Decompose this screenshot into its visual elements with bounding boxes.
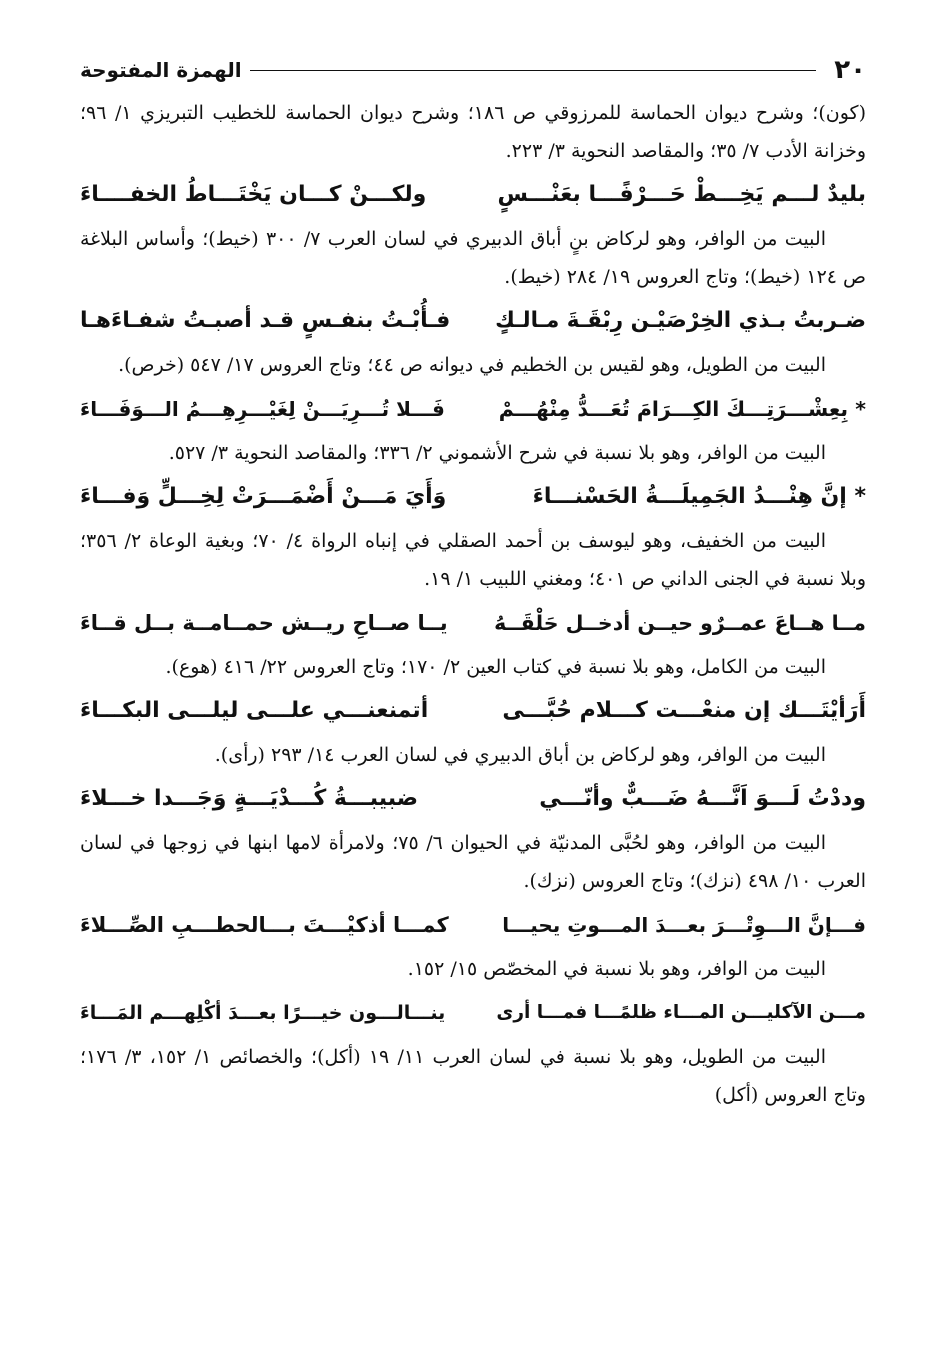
verse-first-hemistich: وددْتُ لَـــوَ اَنَّـــهُ ضَـــبٌّ وأنّـــي [539, 786, 866, 811]
poem-verse [80, 384, 866, 434]
citation-paragraph: البيت من الخفيف، وهو ليوسف بن أحمد الصقلي في إنباه الرواة ٤/ ٧٠؛ وبغية الوعاة ٢/ ٣٥٦؛ وبلا نسبة في الجنى الداني ص ٤٠١؛ ومغني اللبيب ١/ ١٩. [80, 530, 866, 590]
verse-second-hemistich: ضبيبـــةُ كُـــدْيَـــةٍ وَجَـــدا خـــلاءَ [80, 786, 419, 811]
poem-verse [80, 900, 866, 950]
poem-verse [80, 170, 866, 220]
page-header [80, 52, 866, 88]
citation-paragraph: البيت من الوافر، وهو لركاض بنٍ أباق الدبيري في لسان العرب ٧/ ٣٠٠ (خيط)؛ وأساس البلاغة ص ١٢٤ (خيط)؛ وتاج العروس ١٩/ ٢٨٤ (خيط). [80, 228, 866, 288]
page [80, 52, 866, 1114]
citation-paragraph: البيت من الوافر، وهو بلا نسبة في شرح الأشموني ٢/ ٣٣٦؛ والمقاصد النحوية ٣/ ٥٢٧. [168, 442, 826, 464]
verse-second-hemistich: أتمنعنـــي علـــى ليلـــى البكـــاءَ [80, 698, 429, 723]
verse-second-hemistich: وَأَيَ مَـــنْ أَضْمَـــرَتْ لِخِـــلٍّ وَفـــاءَ [80, 484, 447, 509]
verse-first-hemistich: أَرَأيْتَـــك إن منعْـــت كـــلام حُبَّـــى [502, 698, 866, 723]
verse-first-hemistich: ضـربتُ بـذي الخِرْصَيْـن رِبْقَـةَ مـالـكٍ [495, 308, 866, 333]
citation-paragraph: البيت من الطويل، وهو لقيس بن الخطيم في ديوانه ص ٤٤؛ وتاج العروس ١٧/ ٥٤٧ (خرص). [118, 354, 826, 376]
page-content [80, 94, 866, 1114]
poem-verse [80, 988, 866, 1038]
verse-second-hemistich: فَـــلا تُـــرِيَـــنْ لِغَيْـــرِهِـــمُ الـــوَفَـــاءَ [80, 397, 445, 421]
citation-paragraph: البيت من الوافر، وهو بلا نسبة في المخصّص ١٥/ ١٥٢. [407, 958, 826, 980]
citation-paragraph: (كون)؛ وشرح ديوان الحماسة للمرزوقي ص ١٨٦؛ وشرح ديوان الحماسة للخطيب التبريزي ١/ ٩٦؛ وخزانة الأدب ٧/ ٣٥؛ والمقاصد النحوية ٣/ ٢٢٣. [80, 102, 866, 162]
verse-first-hemistich: * إنَّ هِنْـــدُ الجَمِيلَـــةُ الحَسْنـــاءَ [532, 484, 866, 509]
verse-first-hemistich: مــا هــاعَ عمــرٌو حيــن أدخــل حَلْقَــهُ [494, 611, 866, 635]
citation-paragraph: البيت من الكامل، وهو بلا نسبة في كتاب العين ٢/ ١٧٠؛ وتاج العروس ٢٢/ ٤١٦ (هوع). [165, 656, 826, 678]
verse-second-hemistich: ولكـــنْ كـــان يَخْتَـــاطُ الخفــــاءَ [80, 182, 427, 207]
poem-verse [80, 686, 866, 736]
page-number: ٢٠ [834, 55, 866, 85]
verse-second-hemistich: كمـــا أذكيْـــتَ بـــالحطـــبِ الصِّـــلاءَ [80, 913, 449, 937]
verse-second-hemistich: يــا صــاحِ ريــش حمــامــة بــل قــاءَ [80, 611, 448, 635]
poem-verse [80, 774, 866, 824]
citation-paragraph: البيت من الوافر، وهو لحُبَّى المدنيّة في الحيوان ٦/ ٧٥؛ ولامرأة لامها ابنها في زوجها في لسان العرب ١٠/ ٤٩٨ (نزك)؛ وتاج العروس (نزك). [80, 832, 866, 892]
verse-first-hemistich: * بِعِشْـــرَتِـــكَ الكِـــرَامَ تُعَـــدُّ مِنْهُـــمْ [498, 397, 866, 421]
verse-first-hemistich: مـــن الآكليـــن المـــاء ظلمًـــا فمـــا أرى [496, 1002, 866, 1023]
poem-verse [80, 598, 866, 648]
verse-first-hemistich: فـــإنَّ الـــوِتْـــرَ بعـــدَ المـــوتِ يحيـــا [502, 913, 866, 937]
verse-second-hemistich: فـأُبْـتُ بنفـسٍ قـد أصبـتُ شفـاءَهـا [80, 308, 451, 333]
running-header-title: الهمزة المفتوحة [80, 58, 242, 82]
poem-verse [80, 296, 866, 346]
citation-paragraph: البيت من الطويل، وهو بلا نسبة في لسان العرب ١١/ ١٩ (أكل)؛ والخصائص ١/ ١٥٢، ٣/ ١٧٦؛ وتاج العروس (أكل) [80, 1046, 866, 1106]
verse-second-hemistich: ينـــالـــون خيـــرًا بعـــدَ أكْلِهـــم المَـــاءَ [80, 1002, 446, 1024]
verse-first-hemistich: بليدٌ لـــم يَخِـــطْ حَـــرْفًـــا بعَنْـــسٍ [497, 182, 866, 207]
citation-paragraph: البيت من الوافر، وهو لركاض بن أباق الدبيري في لسان العرب ١٤/ ٢٩٣ (رأى). [214, 744, 826, 766]
header-rule [250, 70, 817, 71]
poem-verse [80, 472, 866, 522]
